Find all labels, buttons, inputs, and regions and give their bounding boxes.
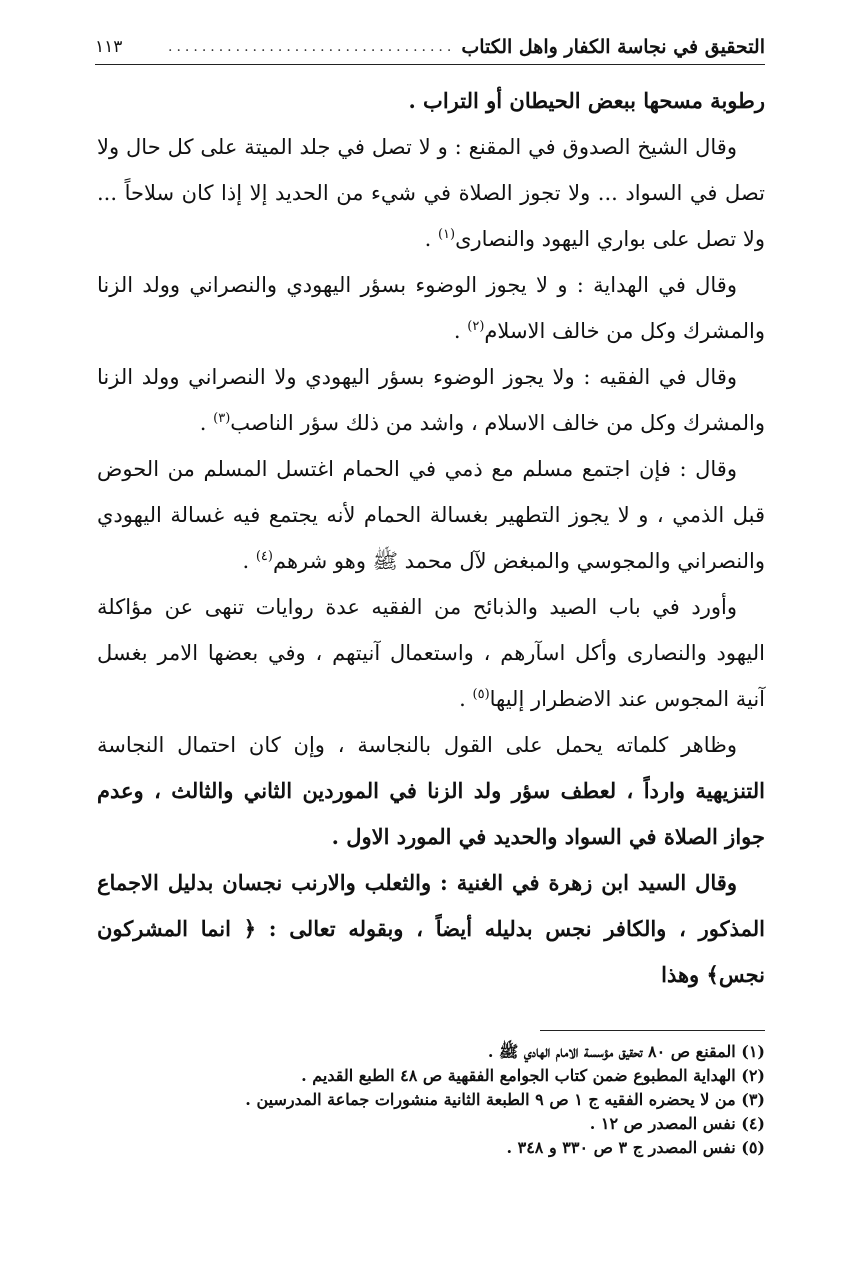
paragraph-4: وقال في الفقيه : ولا يجوز الوضوء بسؤر اليهودي ولا النصراني وولد الزنا والمشرك وكل من خالف الاسلام ، واشد من ذلك سؤر الناصب$^{(٣)}$ . bbox=[97, 365, 765, 435]
footnote-3: (٣) من لا يحضره الفقيه ج ١ ص ٩ الطبعة الثانية منشورات جماعة المدرسين . bbox=[245, 1090, 765, 1109]
footnote-4: (٤) نفس المصدر ص ١٢ . bbox=[589, 1114, 765, 1133]
dot-leader: .................................. bbox=[168, 39, 456, 55]
running-title: التحقيق في نجاسة الكفار واهل الكتاب bbox=[461, 36, 765, 58]
page-number: ١١٣ bbox=[95, 37, 123, 57]
main-text bbox=[97, 78, 765, 998]
paragraph-3: وقال في الهداية : و لا يجوز الوضوء بسؤر اليهودي والنصراني وولد الزنا والمشرك وكل من خالف الاسلام$^{(٢)}$ . bbox=[97, 273, 765, 343]
paragraph-1: رطوبة مسحها ببعض الحيطان أو التراب . bbox=[408, 88, 765, 113]
footnote-separator bbox=[540, 1030, 765, 1031]
paragraph-6: وأورد في باب الصيد والذبائح من الفقيه عدة روايات تنهى عن مؤاكلة اليهود والنصارى وأكل اسآرهم ، واستعمال آنيتهم ، وفي بعضها الامر بغسل آنية المجوس عند الاضطرار إليها$^{(٥)}$ . bbox=[97, 595, 765, 711]
footnotes bbox=[200, 1040, 765, 1160]
footnote-ref-1[interactable]: (١) bbox=[437, 227, 456, 242]
paragraph-5: وقال : فإن اجتمع مسلم مع ذمي في الحمام اغتسل المسلم من الحوض قبل الذمي ، و لا يجوز التطهير بغسالة الحمام لأنه يجتمع فيه غسالة اليهودي والنصراني والمجوسي والمبغض لآل محمد ﷺ وهو شرهم$^{(٤)}$ . bbox=[97, 457, 765, 573]
footnote-ref-5[interactable]: (٥) bbox=[472, 687, 490, 702]
footnote-ref-4[interactable]: (٤) bbox=[255, 549, 273, 564]
footnote-ref-2[interactable]: (٢) bbox=[467, 319, 485, 334]
footnote-5: (٥) نفس المصدر ج ٣ ص ٣٣٠ و ٣٤٨ . bbox=[506, 1138, 765, 1157]
footnote-1: (١) المقنع ص ٨٠ تحقيق مؤسسة الامام الهادي ﷺ . bbox=[487, 1042, 765, 1061]
paragraph-7: وظاهر كلماته يحمل على القول بالنجاسة ، وإن كان احتمال النجاسة التنزيهية وارداً ، لعطف سؤر ولد الزنا في الموردين الثاني والثالث ، وعدم جواز الصلاة في السواد والحديد في المورد الاول . bbox=[97, 733, 765, 849]
footnote-ref-3[interactable]: (٣) bbox=[213, 411, 231, 426]
quran-quote: ﴿ انما المشركون نجس﴾ bbox=[97, 916, 765, 987]
footnote-2: (٢) الهداية المطبوع ضمن كتاب الجوامع الفقهية ص ٤٨ الطبع القديم . bbox=[301, 1066, 765, 1085]
running-header bbox=[95, 30, 765, 65]
paragraph-8: وقال السيد ابن زهرة في الغنية : والثعلب والارنب نجسان بدليل الاجماع المذكور ، والكافر نجس بدليله أيضاً ، وبقوله تعالى : ﴿ انما المشركون نجس﴾ وهذا bbox=[97, 870, 765, 987]
paragraph-2: وقال الشيخ الصدوق في المقنع : و لا تصل في جلد الميتة على كل حال ولا تصل في السواد ... ولا تجوز الصلاة في شيء من الحديد إلا إذا كان سلاحاً ... ولا تصل على بواري اليهود والنصارى$^{(١)}$ . bbox=[97, 135, 765, 251]
